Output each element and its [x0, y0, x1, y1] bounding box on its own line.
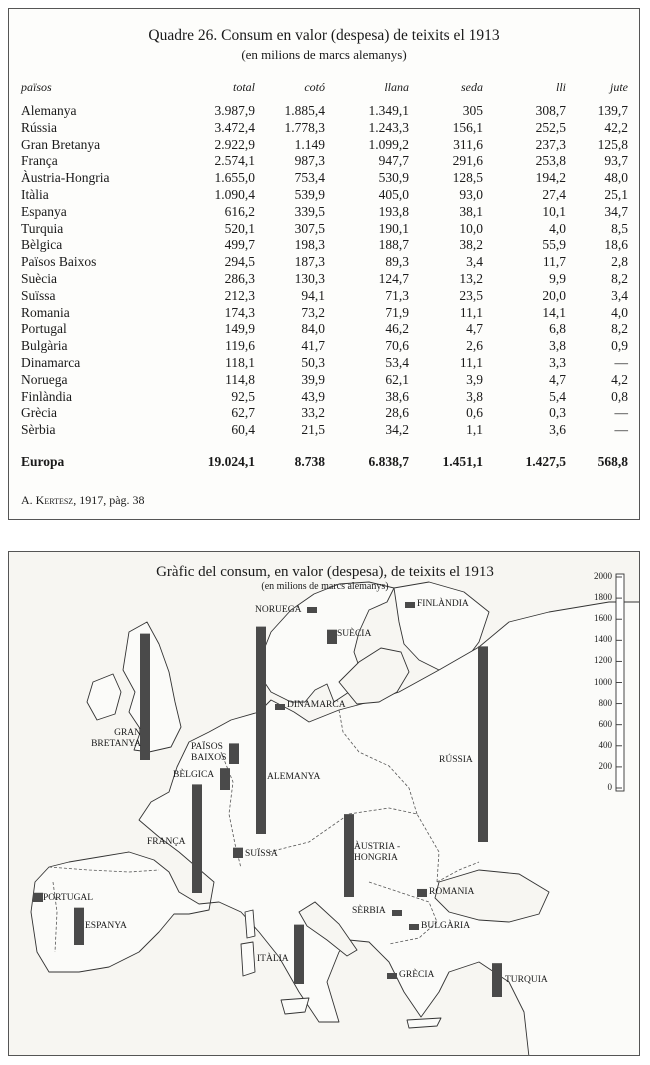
bar-sèrbia [392, 910, 402, 916]
cell-cotton: 198,3 [294, 237, 325, 253]
scale-tick-label: 400 [598, 739, 612, 750]
table-title: Quadre 26. Consum en valor (despesa) de teixits el 1913 [148, 27, 500, 44]
cell-wool: 1.243,3 [368, 119, 409, 135]
total-jute: 568,8 [597, 453, 628, 469]
spacer-row [21, 439, 628, 451]
total-silk: 1.451,1 [442, 453, 483, 469]
sicily-landmass [281, 998, 309, 1014]
cell-jute: 8,2 [611, 270, 628, 286]
table-row [21, 321, 628, 338]
bar-suècia [327, 630, 337, 644]
cell-country: Països Baixos [21, 254, 97, 270]
bar-itàlia [294, 925, 304, 984]
scale-tick-label: 1000 [594, 676, 612, 687]
cell-linen: 4,7 [549, 371, 566, 387]
table-row [21, 120, 628, 137]
map-label-gran-bretanya: GRAN BRETANYA [91, 728, 141, 749]
spacer-cell [21, 439, 628, 451]
cell-jute: 125,8 [597, 136, 628, 152]
cell-linen: 253,8 [535, 153, 566, 169]
cell-total: 616,2 [224, 203, 255, 219]
cell-wool: 405,0 [378, 186, 409, 202]
map-label-franca: FRANÇA [147, 837, 186, 847]
cell-total: 118,1 [225, 354, 255, 370]
map-label-paisos-baixos: PAÏSOS BAIXOS [191, 742, 227, 763]
header-jute: jute [610, 80, 628, 94]
total-total: 19.024,1 [207, 453, 255, 469]
table-row [21, 153, 628, 170]
cell-jute: — [614, 354, 628, 370]
cell-total: 3.987,9 [214, 103, 255, 118]
cell-cotton: 1.149 [294, 136, 325, 152]
cell-silk: 13,2 [459, 270, 483, 286]
bar-frança [192, 784, 202, 893]
source-details: , 1917, pàg. 38 [73, 493, 145, 507]
crete-landmass [407, 1018, 441, 1028]
scale-tick-label: 600 [598, 718, 612, 729]
cell-silk: 4,7 [466, 321, 483, 337]
bar-alemanya [256, 627, 266, 834]
cell-wool: 62,1 [385, 371, 409, 387]
bar-bèlgica [220, 768, 230, 790]
scale-tick-label: 1800 [594, 592, 612, 603]
cell-jute: 34,7 [604, 203, 628, 219]
cell-total: 2.574,1 [214, 153, 255, 169]
map-subtitle: (en milions de marcs alemanys) [261, 581, 389, 592]
map-label-finlandia: FINLÀNDIA [417, 599, 469, 609]
table-row [21, 372, 628, 389]
cell-country: Finlàndia [21, 388, 72, 404]
cell-silk: 11,1 [459, 304, 483, 320]
cell-silk: 0,6 [466, 405, 483, 421]
cell-linen: 14,1 [542, 304, 566, 320]
cell-country: Noruega [21, 371, 68, 387]
table-row [21, 204, 628, 221]
cell-country: Bèlgica [21, 237, 63, 253]
total-linen: 1.427,5 [525, 453, 566, 469]
map-label-portugal: PORTUGAL [43, 893, 94, 903]
cell-jute: — [614, 405, 628, 421]
cell-wool: 71,3 [385, 287, 409, 303]
cell-country: Espanya [21, 203, 67, 219]
cell-jute: 48,0 [604, 170, 628, 186]
cell-total: 62,7 [231, 405, 255, 421]
cell-cotton: 21,5 [301, 422, 325, 438]
scale-tick-label: 0 [607, 782, 612, 792]
cell-total: 520,1 [224, 220, 255, 236]
data-table-panel [8, 8, 640, 520]
cell-jute: 18,6 [604, 237, 628, 253]
cell-silk: 10,0 [459, 220, 483, 236]
table-row [21, 170, 628, 187]
cell-jute: 8,5 [611, 220, 628, 236]
cell-linen: 4,0 [549, 220, 566, 236]
table-row [21, 137, 628, 154]
cell-total: 174,3 [224, 304, 255, 320]
cell-total: 294,5 [224, 254, 255, 270]
bar-romania [417, 889, 427, 897]
cell-country: Rússia [21, 119, 58, 135]
table-row [21, 221, 628, 238]
cell-linen: 3,6 [549, 422, 566, 438]
cell-jute: 139,7 [597, 103, 628, 118]
cell-silk: 311,6 [453, 136, 483, 152]
cell-wool: 89,3 [385, 254, 409, 270]
table-row [21, 271, 628, 288]
map-label-bulgaria: BULGÀRIA [421, 921, 471, 931]
cell-total: 1.655,0 [214, 170, 255, 186]
cell-total: 149,9 [224, 321, 255, 337]
cell-cotton: 307,5 [294, 220, 325, 236]
bar-turquia [492, 963, 502, 997]
cell-country: Suïssa [21, 287, 56, 303]
cell-cotton: 339,5 [294, 203, 325, 219]
source-citation [21, 493, 145, 508]
cell-linen: 9,9 [549, 270, 566, 286]
header-wool: llana [384, 80, 409, 94]
cell-silk: 23,5 [459, 287, 483, 303]
bar-finlàndia [405, 602, 415, 608]
cell-linen: 10,1 [542, 203, 566, 219]
cell-jute: 2,8 [611, 254, 628, 270]
total-country: Europa [21, 453, 65, 469]
cell-linen: 6,8 [549, 321, 566, 337]
cell-wool: 70,6 [385, 338, 409, 354]
cell-total: 60,4 [231, 422, 255, 438]
cell-silk: 1,1 [466, 422, 483, 438]
table-row [21, 254, 628, 271]
table-subtitle: (en milions de marcs alemanys) [241, 47, 407, 62]
bar-bulgària [409, 924, 419, 930]
table-row [21, 338, 628, 355]
cell-cotton: 187,3 [294, 254, 325, 270]
cell-total: 499,7 [224, 237, 255, 253]
header-cotton: cotó [304, 80, 325, 94]
consumption-table [21, 79, 628, 473]
cell-wool: 947,7 [378, 153, 409, 169]
table-header-row [21, 79, 628, 103]
cell-country: Itàlia [21, 186, 49, 202]
map-label-espanya: ESPANYA [85, 921, 127, 931]
cell-country: Bulgària [21, 338, 68, 354]
cell-total: 2.922,9 [214, 136, 255, 152]
cell-linen: 194,2 [535, 170, 566, 186]
total-cotton: 8.738 [294, 453, 325, 469]
cell-country: Suècia [21, 270, 57, 286]
cell-cotton: 33,2 [301, 405, 325, 421]
cell-silk: 11,1 [459, 354, 483, 370]
cell-wool: 46,2 [385, 321, 409, 337]
map-label-romania: ROMANIA [429, 887, 475, 897]
table-total-row [21, 451, 628, 473]
map-title: Gràfic del consum, en valor (despesa), de teixits el 1913 [156, 564, 494, 580]
cell-linen: 252,5 [535, 119, 566, 135]
cell-total: 92,5 [231, 388, 255, 404]
table-row [21, 237, 628, 254]
cell-cotton: 130,3 [294, 270, 325, 286]
cell-wool: 38,6 [385, 388, 409, 404]
cell-country: Portugal [21, 321, 67, 337]
cell-country: Romania [21, 304, 70, 320]
cell-silk: 93,0 [459, 186, 483, 202]
cell-total: 3.472,4 [214, 119, 255, 135]
scale-tick-label: 1600 [594, 613, 612, 624]
bar-noruega [307, 607, 317, 613]
cell-wool: 53,4 [385, 354, 409, 370]
cell-linen: 27,4 [542, 186, 566, 202]
cell-jute: 3,4 [611, 287, 628, 303]
bar-dinamarca [275, 704, 285, 710]
bar-gran-bretanya [140, 634, 150, 760]
cell-linen: 3,3 [549, 354, 566, 370]
scale-tick-label: 200 [598, 760, 612, 771]
scale-tick-label: 1200 [594, 655, 612, 666]
corsica-landmass [245, 910, 255, 938]
cell-cotton: 84,0 [301, 321, 325, 337]
cell-linen: 11,7 [542, 254, 566, 270]
cell-cotton: 1.778,3 [284, 119, 325, 135]
cell-linen: 55,9 [542, 237, 566, 253]
cell-total: 119,6 [225, 338, 255, 354]
table-row [21, 288, 628, 305]
cell-jute: — [614, 422, 628, 438]
cell-country: Dinamarca [21, 354, 81, 370]
cell-wool: 1.099,2 [368, 136, 409, 152]
cell-cotton: 753,4 [294, 170, 325, 186]
cell-cotton: 43,9 [301, 388, 325, 404]
cell-country: Sèrbia [21, 422, 56, 438]
cell-wool: 124,7 [378, 270, 409, 286]
bar-portugal [33, 893, 43, 902]
cell-silk: 156,1 [452, 119, 483, 135]
scale-tick-label: 800 [598, 697, 612, 708]
table-row [21, 305, 628, 322]
bar-suïssa [233, 848, 243, 858]
cell-jute: 0,9 [611, 338, 628, 354]
cell-country: Gran Bretanya [21, 136, 101, 152]
cell-cotton: 539,9 [294, 186, 325, 202]
header-silk: seda [461, 80, 483, 94]
table-row [21, 422, 628, 439]
map-label-austria-hongria: ÀUSTRIA -HONGRIA [354, 842, 401, 863]
cell-cotton: 94,1 [301, 287, 325, 303]
map-label-italia: ITÀLIA [257, 954, 289, 964]
cell-silk: 3,8 [466, 388, 483, 404]
cell-jute: 93,7 [604, 153, 628, 169]
table-row [21, 187, 628, 204]
cell-linen: 0,3 [549, 405, 566, 421]
cell-wool: 193,8 [378, 203, 409, 219]
cell-jute: 0,8 [611, 388, 628, 404]
cell-country: Alemanya [21, 103, 77, 118]
cell-jute: 25,1 [604, 186, 628, 202]
header-total: total [232, 80, 255, 94]
map-label-suecia: SUÈCIA [337, 629, 372, 639]
map-label-suissa: SUÏSSA [245, 849, 278, 859]
cell-wool: 190,1 [378, 220, 409, 236]
bar-grècia [387, 973, 397, 979]
cell-cotton: 50,3 [301, 354, 325, 370]
cell-cotton: 39,9 [301, 371, 325, 387]
cell-wool: 530,9 [378, 170, 409, 186]
cell-jute: 4,0 [611, 304, 628, 320]
source-author: A. Kertesz [21, 493, 74, 507]
map-label-serbia: SÈRBIA [352, 906, 386, 916]
cell-linen: 5,4 [549, 388, 566, 404]
cell-total: 1.090,4 [214, 186, 255, 202]
map-label-belgica: BÈLGICA [173, 770, 215, 780]
table-body [21, 103, 628, 473]
cell-cotton: 41,7 [301, 338, 325, 354]
cell-linen: 308,7 [535, 103, 566, 118]
cell-wool: 71,9 [385, 304, 409, 320]
cell-jute: 4,2 [611, 371, 628, 387]
cell-silk: 305 [462, 103, 483, 118]
cell-country: Turquia [21, 220, 64, 236]
cell-silk: 291,6 [452, 153, 483, 169]
scale-tick-label: 1400 [594, 634, 612, 645]
table-row [21, 103, 628, 120]
map-label-dinamarca: DINAMARCA [287, 700, 346, 710]
cell-country: Àustria-Hongria [21, 170, 110, 186]
cell-wool: 1.349,1 [368, 103, 409, 118]
cell-silk: 128,5 [452, 170, 483, 186]
cell-linen: 237,3 [535, 136, 566, 152]
cell-linen: 3,8 [549, 338, 566, 354]
map-chart-panel [8, 551, 640, 1056]
bar-rússia [478, 646, 488, 842]
bar-àustria-hongria [344, 814, 354, 897]
header-countries: països [21, 80, 52, 94]
map-label-turquia: TURQUIA [505, 975, 548, 985]
cell-cotton: 987,3 [294, 153, 325, 169]
cell-total: 114,8 [225, 371, 255, 387]
map-label-alemanya: ALEMANYA [267, 772, 321, 782]
table-row [21, 405, 628, 422]
cell-silk: 38,2 [459, 237, 483, 253]
cell-silk: 2,6 [466, 338, 483, 354]
map-label-grecia: GRÈCIA [399, 970, 435, 980]
cell-jute: 8,2 [611, 321, 628, 337]
cell-jute: 42,2 [604, 119, 628, 135]
cell-wool: 28,6 [385, 405, 409, 421]
cell-country: Grècia [21, 405, 57, 421]
table-row [21, 389, 628, 406]
cell-total: 286,3 [224, 270, 255, 286]
cell-country: França [21, 153, 58, 169]
cell-cotton: 73,2 [301, 304, 325, 320]
total-wool: 6.838,7 [368, 453, 409, 469]
bar-espanya [74, 908, 84, 945]
cell-silk: 38,1 [459, 203, 483, 219]
cell-silk: 3,9 [466, 371, 483, 387]
scale-tick-label: 2000 [594, 571, 612, 581]
map-label-russia: RÚSSIA [439, 755, 473, 765]
cell-silk: 3,4 [466, 254, 483, 270]
cell-total: 212,3 [224, 287, 255, 303]
cell-wool: 34,2 [385, 422, 409, 438]
cell-cotton: 1.885,4 [284, 103, 325, 118]
cell-linen: 20,0 [542, 287, 566, 303]
header-linen: lli [555, 80, 566, 94]
cell-wool: 188,7 [378, 237, 409, 253]
sardinia-landmass [241, 942, 255, 976]
map-label-noruega: NORUEGA [255, 605, 302, 615]
table-row [21, 355, 628, 372]
